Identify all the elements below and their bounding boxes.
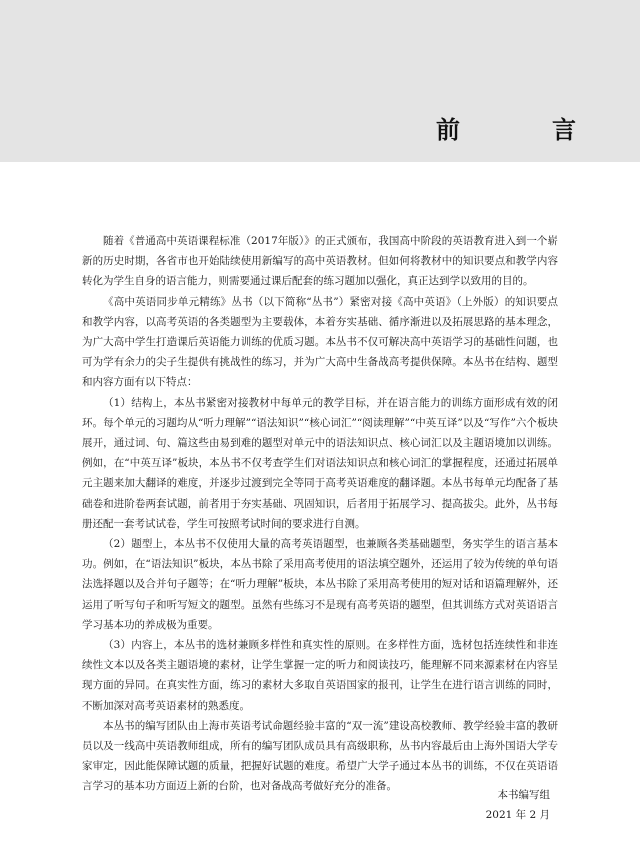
- signature: [486, 785, 550, 825]
- paragraph: 《高中英语同步单元精练》丛书（以下简称“丛书”）紧密对接《高中英语》（上外版）的知识要点和教学内容，以高考英语的各类题型为主要载体，本着夯实基础、循序渐进以及拓展思路的基本理念，为广大高中学生打造课后英语能力训练的优质习题。本丛书不仅可解决高中英语学习的基础性问题，也可为学有余力的尖子生提供有挑战性的练习，并为广大高中生备战高考提供保障。本丛书在结构、题型和内容方面有以下特点：: [82, 295, 558, 389]
- paragraph: 随着《普通高中英语课程标准（2017年版）》的正式颁布，我国高中阶段的英语教育进入到一个崭新的历史时期，各省市也开始陆续使用新编写的高中英语教材。但如何将教材中的知识要点和教学内容转化为学生自身的语言能力，则需要通过课后配套的练习题加以强化，真正达到学以致用的目的。: [82, 235, 558, 288]
- paragraph: 本丛书的编写团队由上海市英语考试命题经验丰富的“双一流”建设高校教师、教学经验丰富的教研员以及一线高中英语教师组成，所有的编写团队成员具有高级职称，丛书内容最后由上海外国语大学专家审定，因此能保障试题的质量，把握好试题的难度。希望广大学子通过本丛书的训练，不仅在英语语言学习的基本功方面迈上新的台阶，也对备战高考做好充分的准备。: [82, 719, 558, 793]
- paragraph: （2）题型上，本丛书不仅使用大量的高考英语题型，也兼顾各类基础题型，务实学生的语言基本功。例如，在“语法知识”板块，本丛书除了采用高考使用的语法填空题外，还运用了较为传统的单句语法选择题以及合并句子题等；在“听力理解”板块，本丛书除了采用高考使用的短对话和语篇理解外，还运用了听写句子和听写短文的题型。虽然有些练习不是现有高考英语的题型，但其训练方式对英语语言学习基本功的养成极为重要。: [82, 538, 558, 631]
- paragraph: （3）内容上，本丛书的选材兼顾多样性和真实性的原则。在多样性方面，选材包括连续性和非连续性文本以及各类主题语境的素材，让学生掌握一定的听力和阅读技巧，能理解不同来源素材在内容呈现方面的异同。在真实性方面，练习的素材大多取自英语国家的报刊，让学生在进行语言训练的同时，不断加深对高考英语素材的熟悉度。: [82, 639, 558, 712]
- signature-date: 2021 年 2 月: [485, 809, 550, 821]
- header-band: [0, 0, 640, 162]
- signature-author: 本书编写组: [497, 789, 550, 801]
- preface-body: [82, 231, 558, 797]
- page-title: 前 言: [436, 116, 610, 144]
- paragraph: （1）结构上，本丛书紧密对接教材中每单元的教学目标，并在语言能力的训练方面形成有效的闭环。每个单元的习题均从“听力理解”“语法知识”“核心词汇”“阅读理解”“中英互译”以及“写作”六个板块展开，通过词、句、篇这些由易到难的题型对单元中的语法知识点、核心词汇以及主题语境加以训练。例如，在“中英互译”板块，本丛书不仅考查学生们对语法知识点和核心词汇的掌握程度，还通过拓展单元主题来加大翻译的难度，并逐步过渡到完全等同于高考英语难度的翻译题。本丛书每单元均配备了基础卷和进阶卷两套试题，前者用于夯实基础、巩固知识，后者用于拓展学习、提高拔尖。此外，丛书每册还配一套考试试卷，学生可按照考试时间的要求进行自测。: [82, 396, 558, 530]
